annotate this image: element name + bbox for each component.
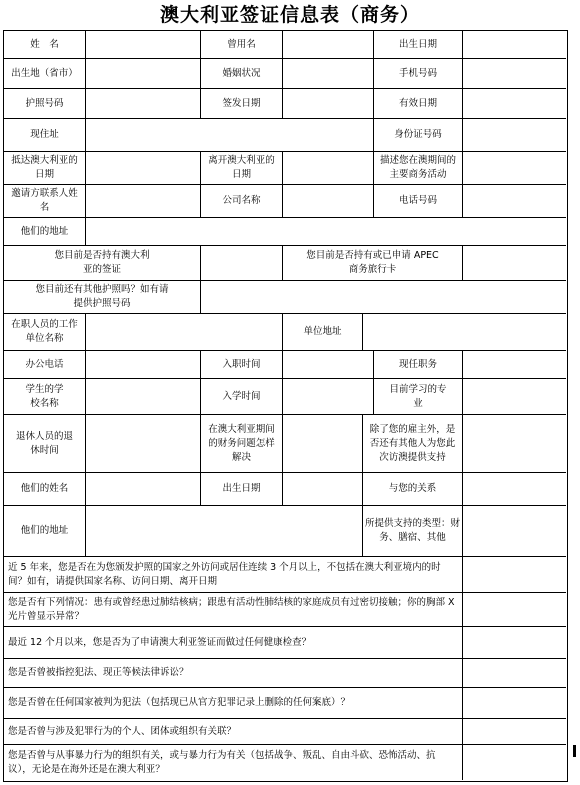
- label-passport-no: 护照号码: [4, 89, 86, 119]
- label-major: 目前学习的专业: [374, 379, 463, 415]
- input-mobile[interactable]: [463, 59, 566, 89]
- answer-travel-history[interactable]: [463, 557, 566, 593]
- label-employer: 在职人员的工作单位名称: [4, 314, 86, 351]
- label-relation: 与您的关系: [363, 473, 463, 506]
- input-major[interactable]: [463, 379, 566, 415]
- input-phone[interactable]: [463, 185, 566, 218]
- input-address[interactable]: [86, 119, 374, 152]
- answer-charged[interactable]: [463, 659, 566, 688]
- input-birth-date[interactable]: [463, 31, 566, 59]
- answer-violence[interactable]: [463, 745, 566, 780]
- input-join-date[interactable]: [283, 351, 374, 379]
- input-hold-apec[interactable]: [463, 246, 566, 281]
- input-employer-address[interactable]: [363, 314, 566, 351]
- input-position[interactable]: [463, 351, 566, 379]
- label-their-birth: 出生日期: [201, 473, 283, 506]
- question-violence: 您是否曾与从事暴力行为的组织有关，或与暴力行为有关（包括战争、叛乱、自由斗砍、恐怖活动、抗议），无论是在海外还是在澳大利亚？: [4, 745, 463, 780]
- input-marital-status[interactable]: [283, 59, 374, 89]
- label-address: 现住址: [4, 119, 86, 152]
- label-their-address: 他们的地址: [4, 218, 86, 246]
- label-birth-place: 出生地（省市）: [4, 59, 86, 89]
- question-charged: 您是否曾被指控犯法、现正等候法律诉讼？: [4, 659, 463, 688]
- label-school: 学生的学校名称: [4, 379, 86, 415]
- input-support-type[interactable]: [463, 506, 566, 557]
- input-company-name[interactable]: [283, 185, 374, 218]
- question-tuberculosis: 您是否有下列情况：患有或曾经患过肺结核病；跟患有活动性肺结核的家庭成员有过密切接触；你的胸部 X 光片曾显示异常？: [4, 593, 463, 627]
- input-former-name[interactable]: [283, 31, 374, 59]
- input-id-no[interactable]: [463, 119, 566, 152]
- input-employer[interactable]: [86, 314, 283, 351]
- label-hold-apec: 您目前是否持有或已申请 APEC 商务旅行卡: [283, 246, 463, 281]
- label-other-passport: 您目前还有其他护照吗？如有请提供护照号码: [4, 281, 201, 314]
- label-business-desc: 描述您在澳期间的主要商务活动: [374, 152, 463, 185]
- label-retire-time: 退休人员的退休时间: [4, 415, 86, 473]
- label-company-name: 公司名称: [201, 185, 283, 218]
- input-school[interactable]: [86, 379, 201, 415]
- input-departure-date[interactable]: [283, 152, 374, 185]
- label-phone: 电话号码: [374, 185, 463, 218]
- input-retire-time[interactable]: [86, 415, 201, 473]
- input-hold-visa[interactable]: [201, 246, 283, 281]
- label-finance: 在澳大利亚期间的财务问题怎样解决: [201, 415, 283, 473]
- input-arrival-date[interactable]: [86, 152, 201, 185]
- label-office-phone: 办公电话: [4, 351, 86, 379]
- input-expiry-date[interactable]: [463, 89, 566, 119]
- input-finance[interactable]: [283, 415, 363, 473]
- answer-tuberculosis[interactable]: [463, 593, 566, 627]
- label-position: 现任职务: [374, 351, 463, 379]
- label-support-type: 所提供支持的类型：财务、膳宿、其他: [363, 506, 463, 557]
- input-name[interactable]: [86, 31, 201, 59]
- input-business-desc[interactable]: [463, 152, 566, 185]
- answer-convicted[interactable]: [463, 688, 566, 719]
- label-hold-visa: 您目前是否持有澳大利亚的签证: [4, 246, 201, 281]
- label-marital-status: 婚姻状况: [201, 59, 283, 89]
- question-travel-history: 近 5 年来，您是否在为您颁发护照的国家之外访问或居住连续 3 个月以上，不包括在澳大利亚境内的时间？如有，请提供国家名称、访问日期、离开日期: [4, 557, 463, 593]
- form-title: 澳大利亚签证信息表（商务）: [159, 4, 420, 26]
- input-issue-date[interactable]: [283, 89, 374, 119]
- question-health-exam: 最近 12 个月以来，您是否为了申请澳大利亚签证而做过任何健康检查？: [4, 627, 463, 659]
- label-join-date: 入职时间: [201, 351, 283, 379]
- input-their-birth[interactable]: [283, 473, 363, 506]
- label-name: 姓 名: [4, 31, 86, 59]
- label-enroll-date: 入学时间: [201, 379, 283, 415]
- input-other-passport[interactable]: [201, 281, 566, 314]
- input-relation[interactable]: [463, 473, 566, 506]
- label-issue-date: 签发日期: [201, 89, 283, 119]
- edge-mark: [573, 745, 576, 757]
- input-their-names[interactable]: [86, 473, 201, 506]
- visa-form-table: [3, 30, 568, 782]
- input-birth-place[interactable]: [86, 59, 201, 89]
- label-arrival-date: 抵达澳大利亚的日期: [4, 152, 86, 185]
- input-inviter-contact[interactable]: [86, 185, 201, 218]
- label-expiry-date: 有效日期: [374, 89, 463, 119]
- label-supporter: 除了您的雇主外，是否还有其他人为您此次访澳提供支持: [363, 415, 463, 473]
- input-enroll-date[interactable]: [283, 379, 374, 415]
- label-mobile: 手机号码: [374, 59, 463, 89]
- input-their-address[interactable]: [86, 218, 566, 246]
- answer-criminal-association[interactable]: [463, 719, 566, 745]
- label-employer-address: 单位地址: [283, 314, 363, 351]
- label-departure-date: 离开澳大利亚的日期: [201, 152, 283, 185]
- label-id-no: 身份证号码: [374, 119, 463, 152]
- answer-health-exam[interactable]: [463, 627, 566, 659]
- question-convicted: 您是否曾在任何国家被判为犯法（包括现已从官方犯罪记录上删除的任何案底）？: [4, 688, 463, 719]
- input-supporter[interactable]: [463, 415, 566, 473]
- input-their-address-2[interactable]: [86, 506, 363, 557]
- input-passport-no[interactable]: [86, 89, 201, 119]
- label-their-names: 他们的姓名: [4, 473, 86, 506]
- label-former-name: 曾用名: [201, 31, 283, 59]
- input-office-phone[interactable]: [86, 351, 201, 379]
- question-criminal-association: 您是否曾与涉及犯罪行为的个人、团体或组织有关联？: [4, 719, 463, 745]
- label-inviter-contact: 邀请方联系人姓名: [4, 185, 86, 218]
- label-their-address-2: 他们的地址: [4, 506, 86, 557]
- label-birth-date: 出生日期: [374, 31, 463, 59]
